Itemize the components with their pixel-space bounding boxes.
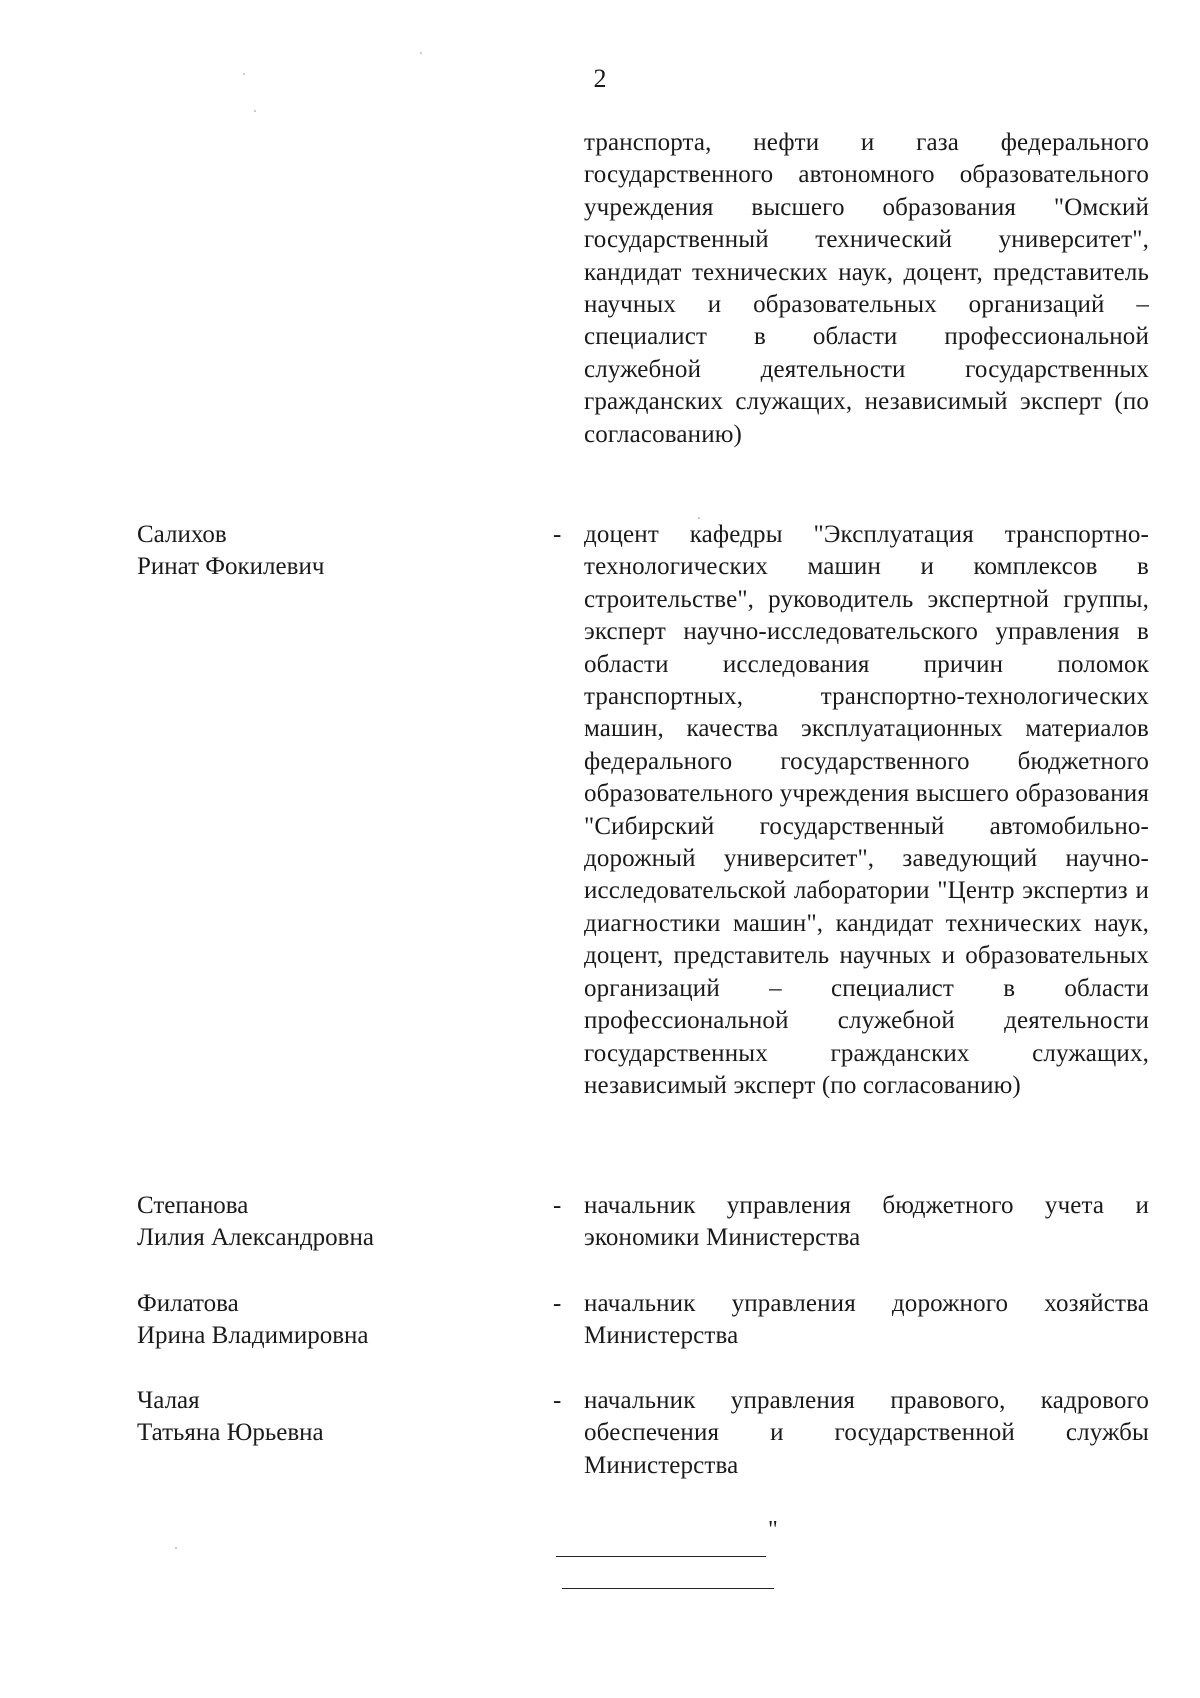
member-name — [137, 1190, 497, 1255]
page-number: 2 — [593, 64, 607, 93]
member-description: начальник управления бюджетного учета и экономики Министерства — [584, 1192, 1149, 1252]
intro-description: транспорта, нефти и газа федерального государственного автономного образовательного учреждения высшего образования "Омский государственный технический университет", кандидат технических наук, доцент, представитель научных и образовательных организаций – специалист в области профессиональной служебной деятельности государственных гражданских служащих, независимый эксперт (по согласованию) — [584, 129, 1149, 448]
member-surname: Филатова — [137, 1290, 239, 1317]
member-description: начальник управления дорожного хозяйства Министерства — [584, 1290, 1149, 1350]
member-given-names: Татьяна Юрьевна — [137, 1419, 324, 1447]
scan-speck — [175, 1547, 177, 1549]
list-dash: - — [553, 1290, 562, 1317]
member-description: начальник управления правового, кадрового обеспечения и государственной службы Министерства — [584, 1387, 1149, 1479]
member-description: доцент кафедры "Эксплуатация транспортно-технологических машин и комплексов в строительстве", руководитель экспертной группы, эксперт научно-исследовательского управления в области исследования причин поломок транспортных, транспортно-технологических машин, качества эксплуатационных материалов федерального государственного бюджетного образовательного учреждения высшего образования "Сибирский государственный автомобильно-дорожный университет", заведующий научно-исследовательской лаборатории "Центр экспертиз и диагностики машин", кандидат технических наук, доцент, представитель научных и образовательных организаций – специалист в области профессиональной служебной деятельности государственных гражданских служащих, независимый эксперт (по согласованию) — [584, 521, 1149, 1099]
member-name — [137, 1385, 497, 1450]
scan-speck — [254, 110, 256, 112]
member-surname: Степанова — [137, 1192, 249, 1219]
member-name — [137, 519, 497, 584]
closing-separator-line — [556, 1556, 766, 1557]
list-dash: - — [553, 1192, 562, 1219]
member-name — [137, 1288, 497, 1353]
closing-quote-mark: " — [768, 1517, 778, 1543]
scan-speck — [243, 73, 245, 75]
member-surname: Салихов — [137, 521, 227, 548]
scan-speck — [420, 52, 422, 54]
list-dash: - — [553, 521, 562, 548]
scan-speck — [698, 517, 700, 519]
member-given-names: Лилия Александровна — [137, 1224, 374, 1252]
member-surname: Чалая — [137, 1387, 200, 1414]
closing-separator-line — [562, 1588, 774, 1589]
member-given-names: Ирина Владимировна — [137, 1322, 369, 1350]
list-dash: - — [553, 1387, 562, 1414]
member-given-names: Ринат Фокилевич — [137, 553, 325, 581]
